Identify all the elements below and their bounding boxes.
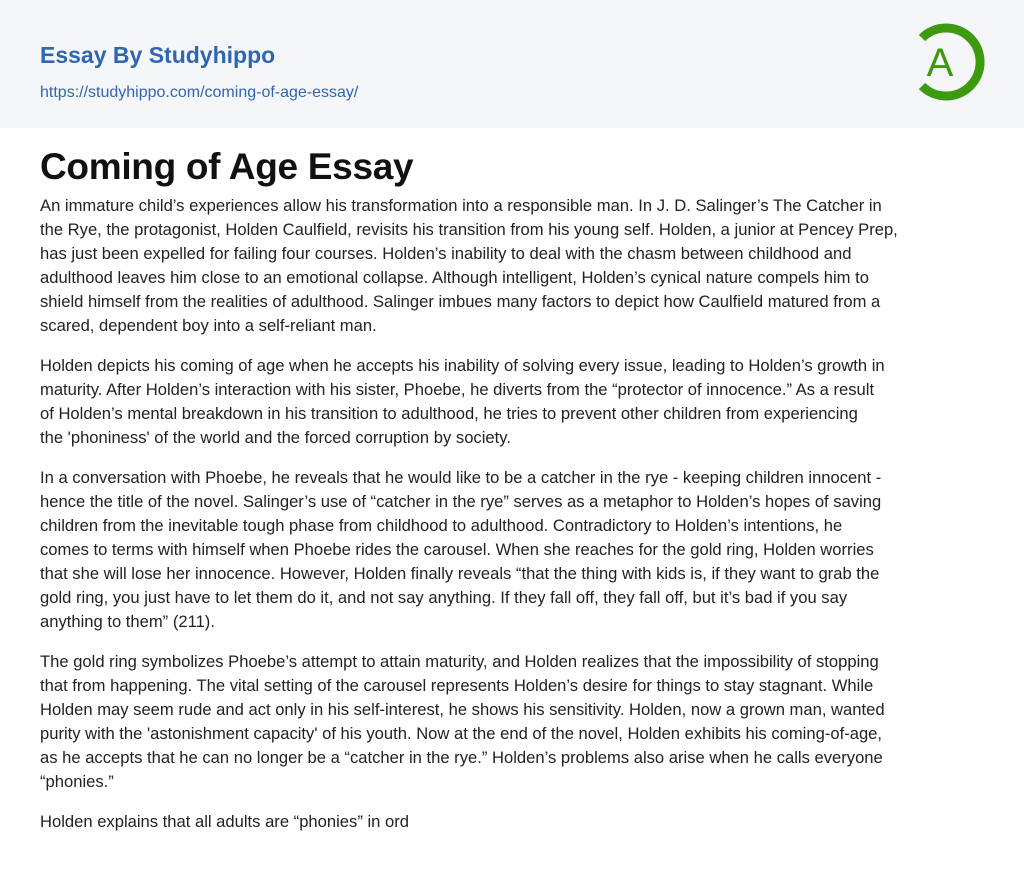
paragraph-line: that from happening. The vital setting of the carousel represents Holden’s desire for things to stay stagnant. While [40,676,874,695]
paragraph-line: that she will lose her innocence. However, Holden finally reveals “that the thing with kids is, if they want to grab the [40,564,880,583]
paragraph-line: anything to them” (211). [40,612,215,631]
studyhippo-logo-icon[interactable] [912,20,986,104]
paragraph-line: maturity. After Holden’s interaction with his sister, Phoebe, he diverts from the “protector of innocence.” As a result [40,380,875,399]
paragraph-line: the Rye, the protagonist, Holden Caulfield, revisits his transition from his young self. Holden, a junior at Pencey Prep, [40,220,898,239]
page-url-link[interactable]: https://studyhippo.com/coming-of-age-essay/ [40,84,359,101]
essay-paragraph [40,810,1000,834]
paragraph-line: hence the title of the novel. Salinger’s use of “catcher in the rye” serves as a metaphor to Holden’s hopes of saving [40,492,882,511]
paragraph-line: children from the inevitable tough phase from childhood to adulthood. Contradictory to Holden’s intentions, he [40,516,843,535]
paragraph-line: gold ring, you just have to let them do it, and not say anything. If they fall off, they fall off, but it’s bad if you say [40,588,848,607]
paragraph-line: has just been expelled for failing four courses. Holden’s inability to deal with the chasm between childhood and [40,244,852,263]
paragraph-line: “phonies.” [40,772,114,791]
essay-paragraph [40,650,1000,794]
paragraph-line: the 'phoniness' of the world and the forced corruption by society. [40,428,511,447]
paragraph-line: In a conversation with Phoebe, he reveals that he would like to be a catcher in the rye - keeping children innocent - [40,468,882,487]
paragraph-line: shield himself from the realities of adulthood. Salinger imbues many factors to depict how Caulfield matured from a [40,292,881,311]
paragraph-line: as he accepts that he can no longer be a “catcher in the rye.” Holden’s problems also arise when he calls everyone [40,748,883,767]
site-header [0,0,1024,128]
essay-body [40,194,1000,850]
paragraph-line: An immature child’s experiences allow his transformation into a responsible man. In J. D. Salinger’s The Catcher in [40,196,882,215]
paragraph-line: purity with the 'astonishment capacity' of his youth. Now at the end of the novel, Holden exhibits his coming-of-age, [40,724,883,743]
page-title: Coming of Age Essay [40,146,414,187]
paragraph-line: adulthood leaves him close to an emotional collapse. Although intelligent, Holden’s cynical nature compels him to [40,268,869,287]
site-title-link[interactable]: Essay By Studyhippo [40,42,276,68]
paragraph-line: Holden may seem rude and act only in his self-interest, he shows his sensitivity. Holden, now a grown man, wanted [40,700,885,719]
essay-paragraph [40,354,1000,450]
paragraph-line: scared, dependent boy into a self-reliant man. [40,316,377,335]
paragraph-line: of Holden’s mental breakdown in his transition to adulthood, he tries to prevent other children from experiencing [40,404,858,423]
essay-paragraph [40,466,1000,634]
paragraph-line: Holden depicts his coming of age when he accepts his inability of solving every issue, leading to Holden’s growth in [40,356,885,375]
paragraph-line: Holden explains that all adults are “phonies” in ord [40,812,409,831]
paragraph-line: comes to terms with himself when Phoebe rides the carousel. When she reaches for the gold ring, Holden worries [40,540,874,559]
essay-paragraph [40,194,1000,338]
paragraph-line: The gold ring symbolizes Phoebe’s attempt to attain maturity, and Holden realizes that the impossibility of stopping [40,652,879,671]
logo-letter: A [926,41,954,85]
